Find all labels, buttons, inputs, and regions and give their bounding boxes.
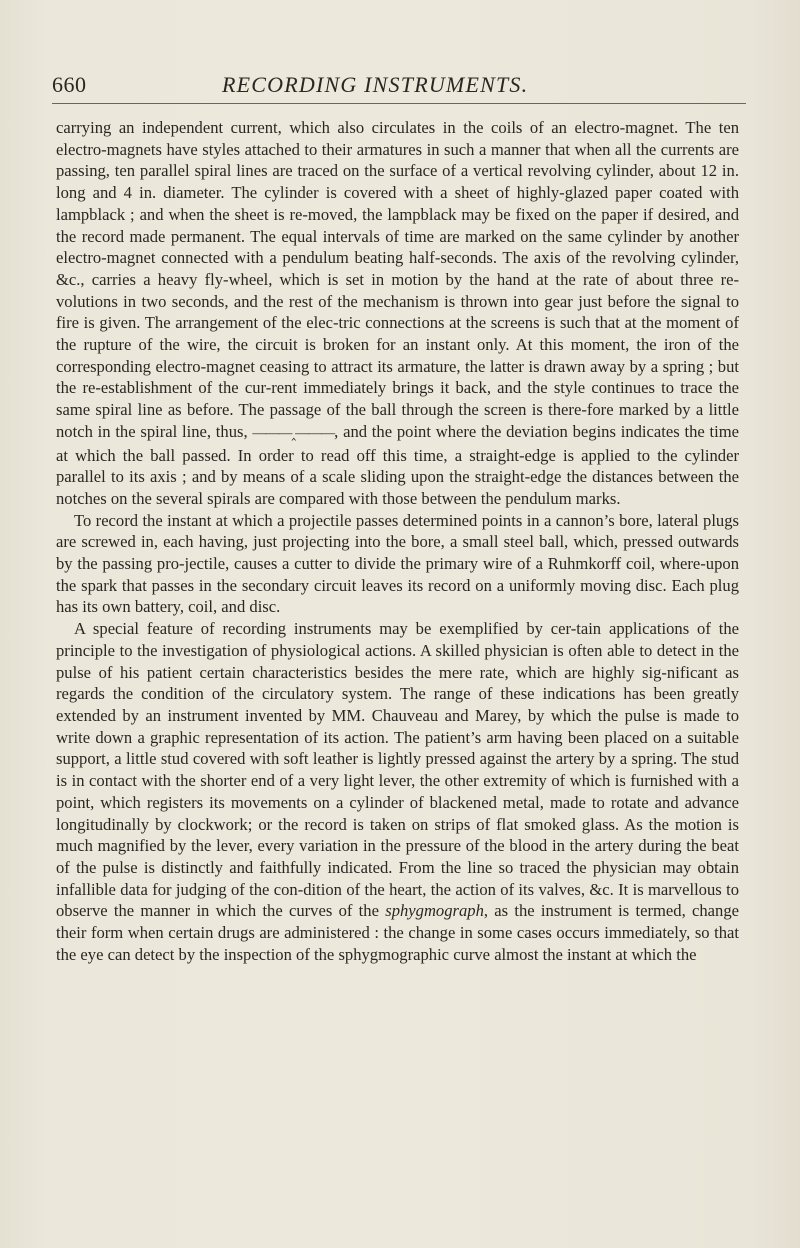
page-number: 660 [52, 72, 87, 97]
paragraph-1-text-a: carrying an independent current, which also circulates in the coils of an electro-magnet. The ten electro-magnets have styles attached to their armatures in such a manner that when all the currents are passing, ten parallel spiral lines are traced on the surface of a vertical revolving cylinder, about 12 in. long and 4 in. diameter. The cylinder is covered with a sheet of highly-glazed paper coated with lampblack ; and when the sheet is re-moved, the lampblack may be fixed on the paper if desired, and the record made permanent. The equal intervals of time are marked on the same cylinder by another electro-magnet connected with a pendulum beating half-seconds. The axis of the revolving cylinder, &c., carries a heavy fly-wheel, which is set in motion by the hand at the rate of about three re-volutions in two seconds, and the rest of the mechanism is thrown into gear just before the signal to fire is given. The arrangement of the elec-tric connections at the screens is such that at the moment of the rupture of the wire, the circuit is broken for an instant only. At this moment, the iron of the corresponding electro-magnet ceasing to attract its armature, the latter is drawn away by a spring ; but the re-establishment of the cur-rent immediately brings it back, and the style continues to trace the same spiral line as before. The passage of the ball through the screen is there-fore marked by a little notch in the spiral line, thus, [56, 118, 739, 441]
body-text [56, 117, 739, 965]
running-head: RECORDING INSTRUMENTS. [222, 72, 529, 97]
paragraph-3-text-a: A special feature of recording instruments may be exemplified by cer-tain applications of the principle to the investigation of physiological actions. A skilled physician is often able to detect in the pulse of his patient certain characteristics besides the mere rate, which are highly sig-nificant as regards the condition of the circulatory system. The range of these indications has been greatly extended by an instrument invented by MM. Chauveau and Marey, by which the pulse is made to write down a graphic representation of its action. The patient’s arm having been placed on a suitable support, a little stud covered with soft leather is lightly pressed against the artery by a spring. The stud is in contact with the shorter end of a very light lever, the other extremity of which is furnished with a point, which registers its movements on a cylinder of blackened metal, made to rotate and advance longitudinally by clockwork; or the record is taken on strips of flat smoked glass. As the motion is much magnified by the lever, every variation in the pressure of the blood in the artery during the beat of the pulse is distinctly and faithfully indicated. From the line so traced the physician may obtain infallible data for judging of the con-dition of the heart, the action of its valves, &c. It is marvellous to observe the manner in which the curves of the [56, 619, 739, 921]
notch-symbol: ———‸——— [252, 425, 335, 441]
paragraph-2: To record the instant at which a projectile passes determined points in a cannon’s bore, lateral plugs are screwed in, each having, just projecting into the bore, a small steel ball, which, pressed outwards by the passing pro-jectile, causes a cutter to divide the primary wire of a Ruhmkorff coil, where-upon the spark that passes in the secondary circuit leaves its record on a uniformly moving disc. Each plug has its own battery, coil, and disc. [56, 510, 739, 617]
paragraph-1 [56, 117, 739, 510]
paragraph-3-text-b: , as the instrument is termed, change their form when certain drugs are administered : the change in some cases occurs immediately, so that the eye can detect by the inspection of the sphygmographic curve almost the instant at which the [56, 901, 739, 964]
sphygmograph-term: sphygmograph [385, 901, 484, 921]
page-header [52, 72, 746, 102]
paragraph-1-text-b: , and the point where the deviation begins indicates the time at which the ball passed. In order to read off this time, a straight-edge is applied to the cylinder parallel to its axis ; and by means of a scale sliding upon the straight-edge the distances between the notches on the several spirals are compared with those between the pendulum marks. [56, 421, 739, 508]
header-rule [52, 103, 746, 104]
paragraph-3 [56, 618, 739, 965]
